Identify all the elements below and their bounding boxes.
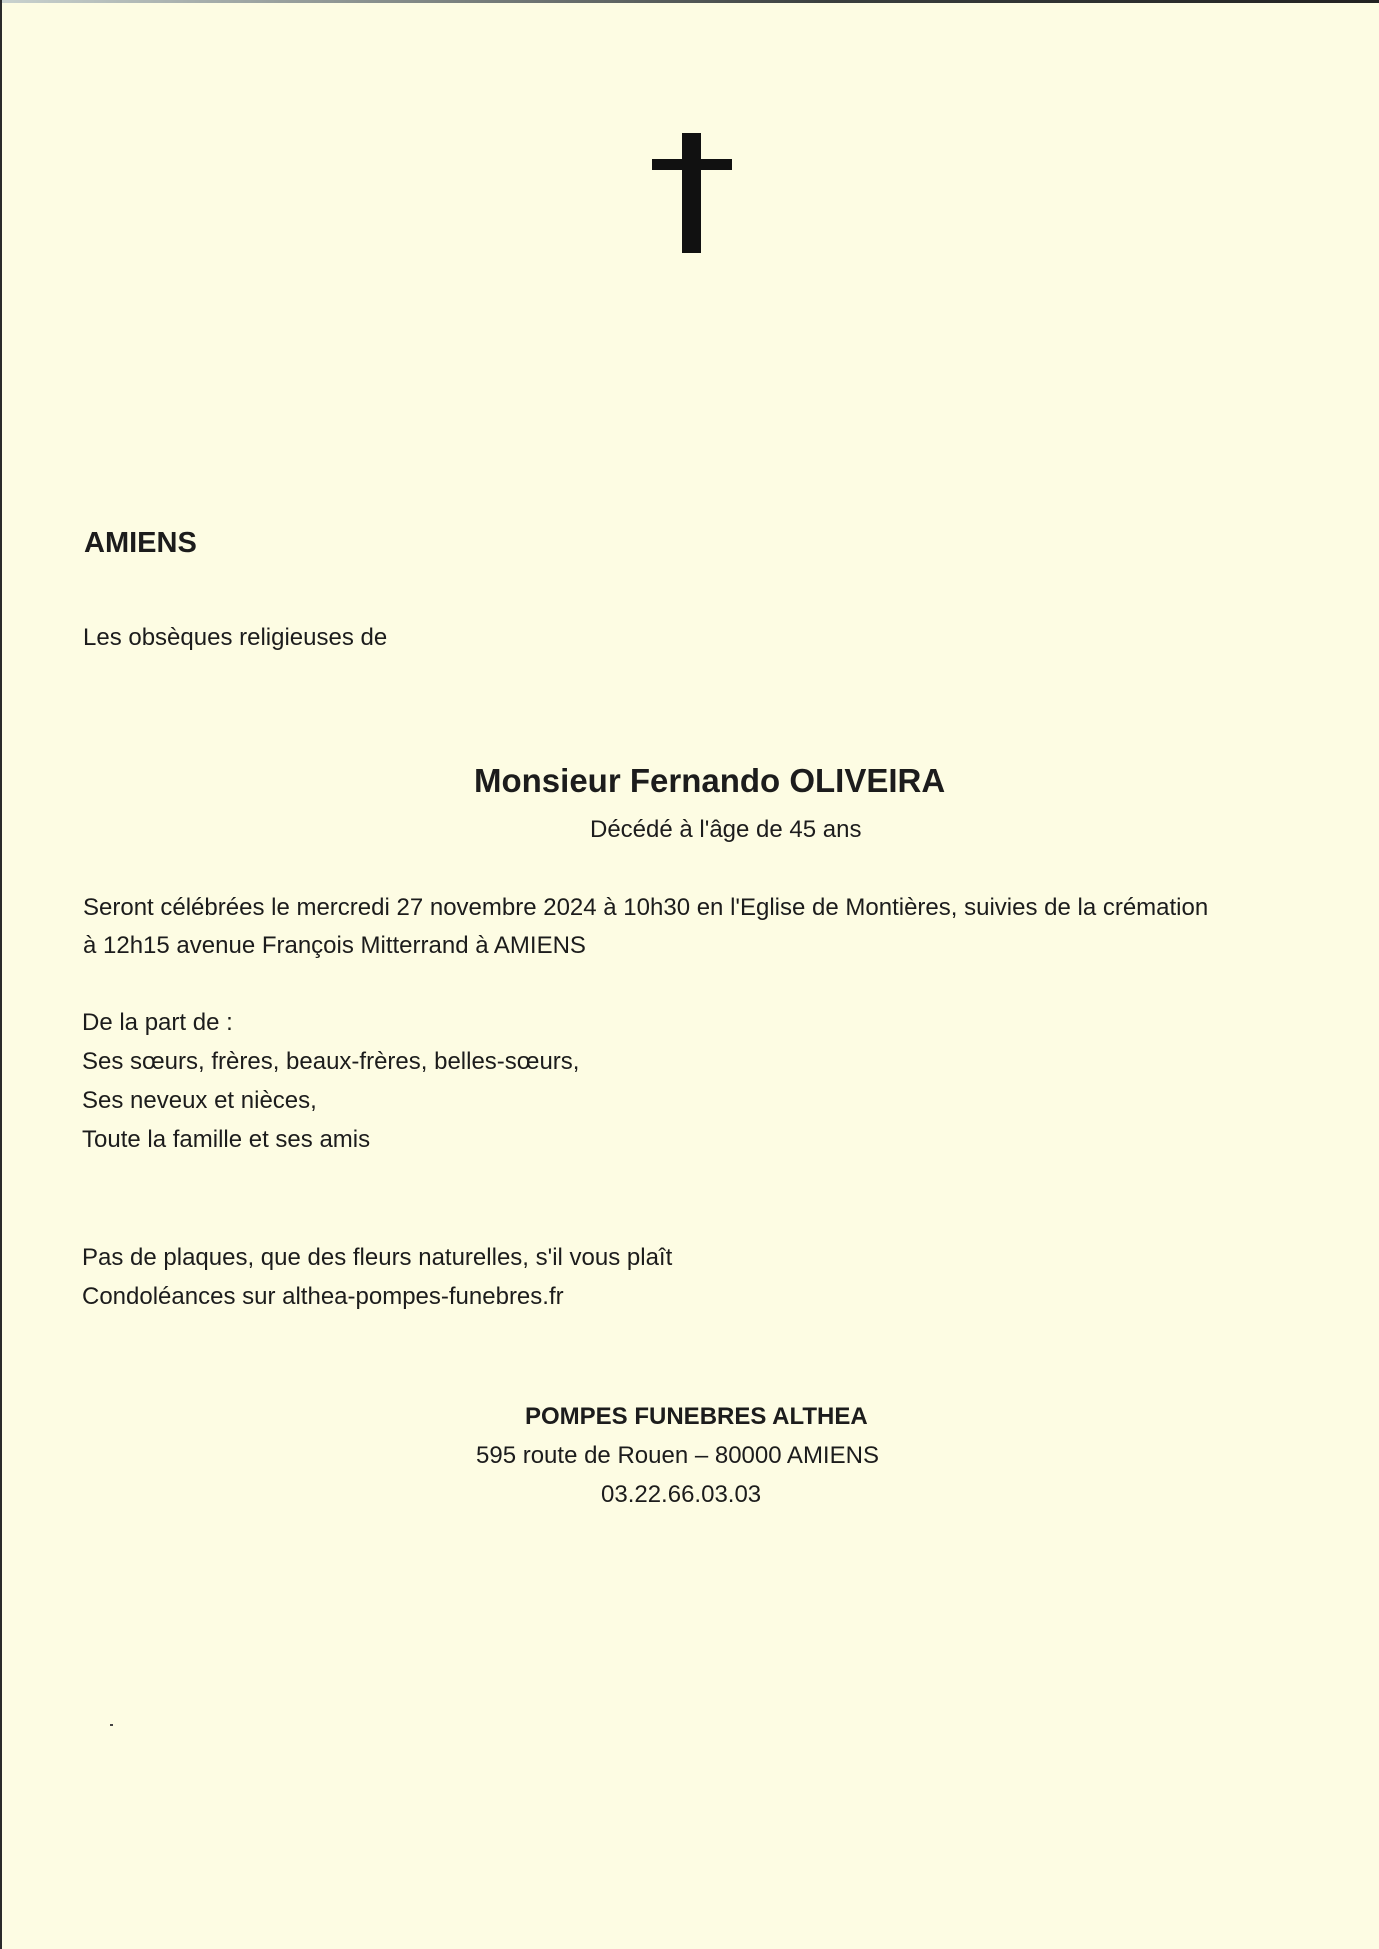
scan-speck (110, 1724, 113, 1726)
cross-vertical-bar (682, 133, 701, 253)
top-edge-rule (0, 0, 1379, 3)
funeral-home-name: POMPES FUNEBRES ALTHEA (525, 1403, 868, 1430)
family-line: Ses sœurs, frères, beaux-frères, belles-sœurs, (82, 1048, 580, 1075)
family-line: Toute la famille et ses amis (82, 1126, 371, 1153)
ceremony-line-2: à 12h15 avenue François Mitterrand à AMIENS (83, 932, 586, 959)
family-line: Ses neveux et nièces, (82, 1087, 317, 1114)
intro-text: Les obsèques religieuses de (83, 624, 388, 651)
from-label: De la part de : (82, 1009, 233, 1036)
deceased-name: Monsieur Fernando OLIVEIRA (474, 762, 946, 799)
funeral-home-phone: 03.22.66.03.03 (601, 1481, 762, 1508)
funeral-home-address: 595 route de Rouen – 80000 AMIENS (476, 1442, 879, 1469)
latin-cross-icon (652, 133, 732, 253)
cross-horizontal-bar (652, 159, 732, 170)
ceremony-line-1: Seront célébrées le mercredi 27 novembre 2024 à 10h30 en l'Eglise de Montières, suivies de la crémation (83, 894, 1209, 921)
left-edge-rule (0, 0, 2, 1949)
age-line: Décédé à l'âge de 45 ans (590, 816, 862, 843)
city-heading: AMIENS (84, 527, 197, 559)
flowers-note: Pas de plaques, que des fleurs naturelles, s'il vous plaît (82, 1244, 673, 1271)
condolences-note: Condoléances sur althea-pompes-funebres.fr (82, 1283, 564, 1310)
